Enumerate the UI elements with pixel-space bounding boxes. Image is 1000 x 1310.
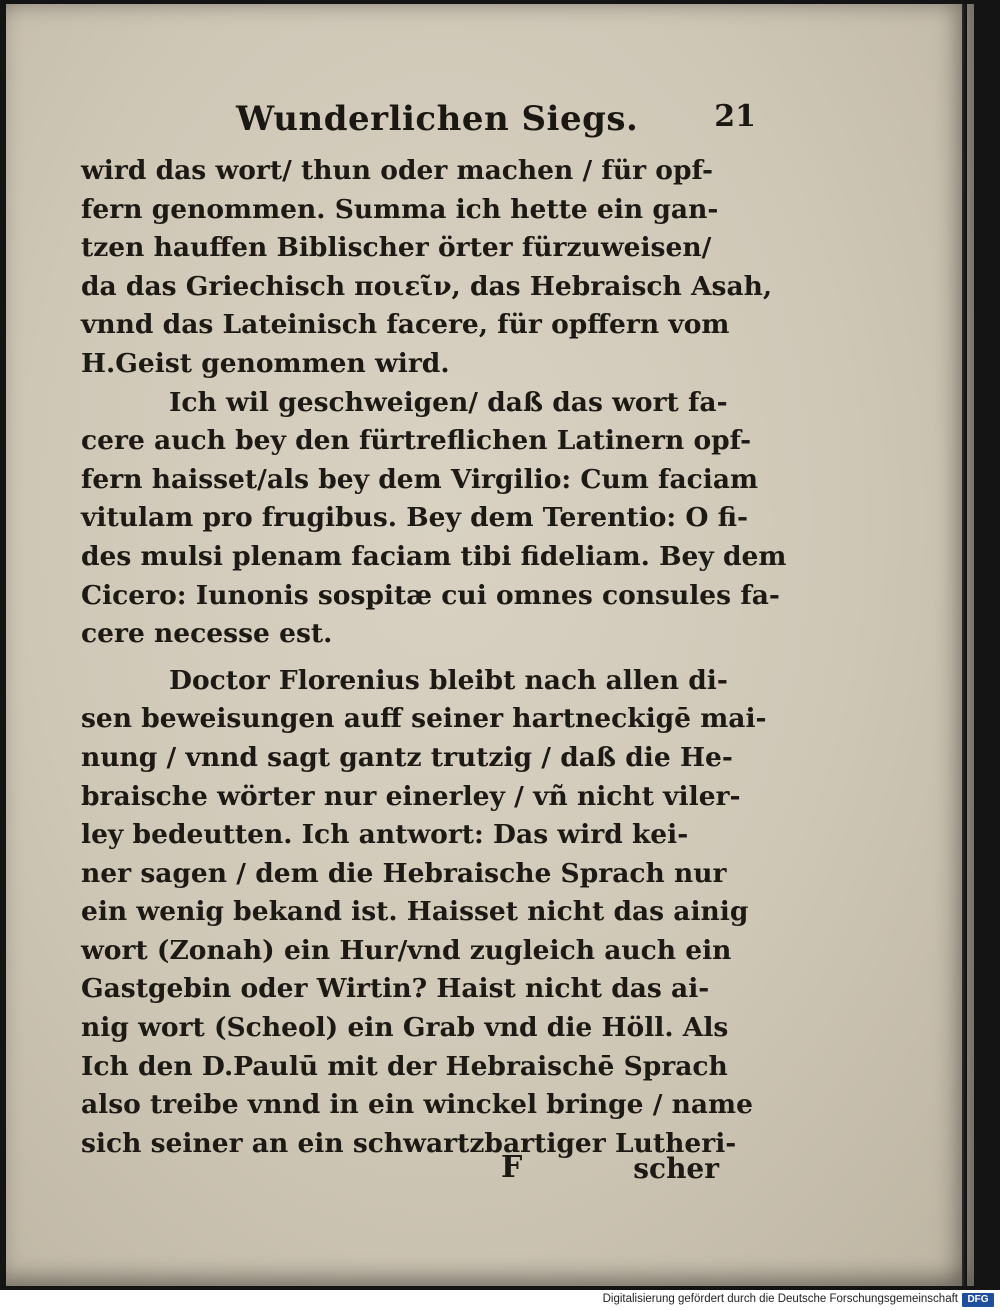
funding-credit: Digitalisierung gefördert durch die Deutsche Forschungsgemeinschaft (602, 1293, 958, 1305)
paragraph-start-line: Doctor Florenius bleibt nach allen di- (169, 664, 728, 696)
text-line: nung / vnnd sagt gantz trutzig / daß die He- (81, 741, 733, 773)
text-line: cere necesse est. (81, 618, 333, 650)
text-line: wird das wort/ thun oder machen / für opf- (81, 155, 713, 186)
text-line: cere auch bey den fürtreflichen Latinern opf- (81, 425, 752, 457)
running-title: Wunderlichen Siegs. (236, 99, 639, 139)
page-header (236, 99, 756, 149)
text-line: ley bedeutten. Ich antwort: Das wird kei- (81, 819, 689, 851)
binding-gutter (962, 4, 967, 1286)
text-line: sich seiner an ein schwartzbartiger Lutheri- (81, 1127, 737, 1159)
page-number: 21 (714, 99, 756, 134)
text-line: fern genommen. Summa ich hette ein gan- (81, 193, 719, 225)
book-page (6, 4, 974, 1286)
body-text (81, 152, 787, 1163)
text-line: Cicero: Iunonis sospitæ cui omnes consules fa- (81, 579, 780, 611)
text-line: tzen hauffen Biblischer örter fürzuweisen/ (81, 232, 712, 264)
text-line: also treibe vnnd in ein winckel bringe / name (81, 1089, 753, 1121)
text-line: ein wenig bekand ist. Haisset nicht das ainig (81, 896, 749, 928)
text-line: nig wort (Scheol) ein Grab vnd die Höll. Als (81, 1012, 729, 1044)
dfg-logo-icon: DFG (962, 1293, 994, 1307)
credit-bar (0, 1290, 1000, 1310)
text-line: H.Geist genommen wird. (81, 347, 450, 379)
text-line: vitulam pro frugibus. Bey dem Terentio: O fi- (81, 502, 748, 534)
paragraph-start-line: Ich wil geschweigen/ daß das wort fa- (169, 386, 728, 418)
text-line: ner sagen / dem die Hebraische Sprach nur (81, 857, 727, 889)
text-line: braische wörter nur einerley / vñ nicht viler- (81, 780, 741, 812)
text-line: wort (Zonah) ein Hur/vnd zugleich auch ein (81, 934, 732, 966)
text-line: sen beweisungen auff seiner hartneckigē mai- (81, 703, 767, 735)
text-line: Ich den D.Paulū mit der Hebraischē Sprach (81, 1050, 728, 1082)
text-line: fern haisset/als bey dem Virgilio: Cum faciam (81, 463, 759, 495)
signature-mark: F (501, 1150, 523, 1185)
text-line: vnnd das Lateinisch facere, für opffern vom (81, 309, 730, 341)
text-line: Gastgebin oder Wirtin? Haist nicht das ai- (81, 973, 710, 1005)
catchword: scher (633, 1152, 719, 1185)
text-line: des mulsi plenam faciam tibi fideliam. Bey dem (81, 540, 787, 572)
text-line: da das Griechisch ποιεῖν, das Hebraisch Asah, (81, 270, 773, 302)
page-footer (81, 1150, 731, 1190)
